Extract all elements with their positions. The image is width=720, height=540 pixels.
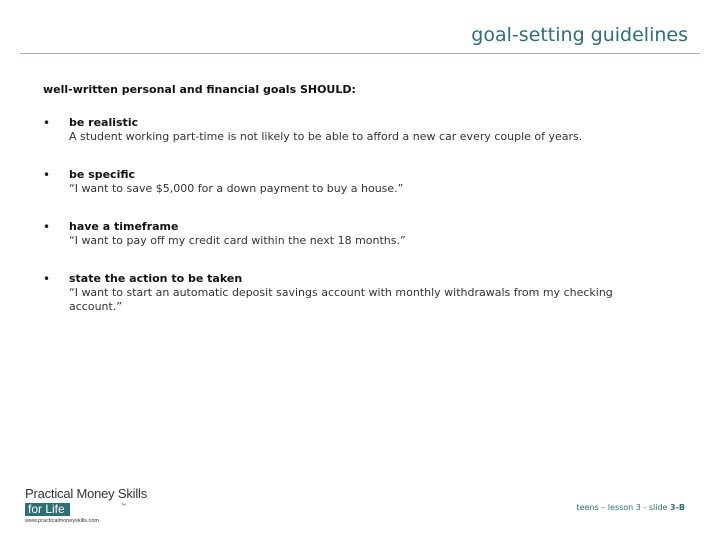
guideline-title: have a timeframe bbox=[69, 220, 179, 233]
slide-footer bbox=[577, 503, 686, 512]
guideline-example: “I want to pay off my credit card within the next 18 months.” bbox=[69, 234, 406, 247]
logo-tagline: for Life bbox=[25, 503, 70, 516]
logo-wordmark: Practical Money Skills bbox=[25, 486, 148, 501]
guideline-example: “I want to save $5,000 for a down payment to buy a house.” bbox=[69, 182, 404, 195]
practical-money-skills-logo bbox=[25, 486, 165, 530]
guideline-example: A student working part-time is not likely to be able to afford a new car every couple of years. bbox=[69, 130, 583, 143]
slide-title: goal-setting guidelines bbox=[471, 24, 688, 46]
bullet-icon: • bbox=[43, 272, 51, 286]
lead-text: well-written personal and financial goals SHOULD: bbox=[43, 83, 356, 96]
footer-text: teens – lesson 3 - slide bbox=[576, 503, 668, 512]
title-divider bbox=[20, 53, 700, 54]
guideline-title: be specific bbox=[69, 168, 136, 181]
trademark-mark: ™ bbox=[121, 503, 126, 509]
bullet-icon: • bbox=[43, 168, 51, 182]
guideline-example: “I want to start an automatic deposit savings account with monthly withdrawals from my checking account.” bbox=[69, 286, 613, 313]
logo-url: www.practicalmoneyskills.com bbox=[25, 518, 99, 524]
bullet-icon: • bbox=[43, 220, 51, 234]
bullet-icon: • bbox=[43, 116, 51, 130]
guideline-title: be realistic bbox=[69, 116, 139, 129]
guideline-title: state the action to be taken bbox=[69, 272, 243, 285]
slide-number: 3-B bbox=[670, 503, 685, 512]
